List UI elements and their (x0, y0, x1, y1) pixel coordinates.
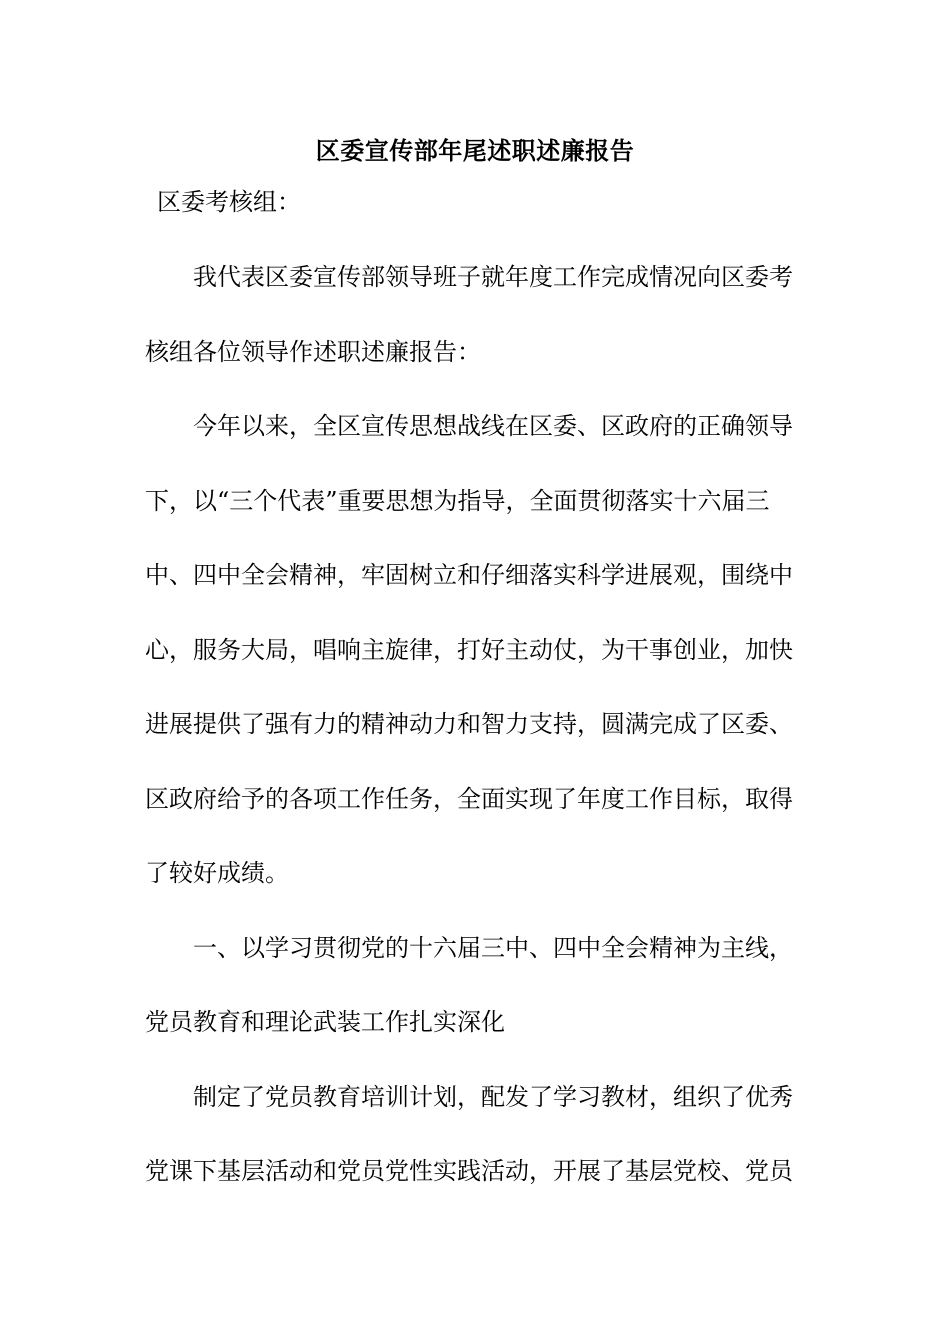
body-line: 进展提供了强有力的精神动力和智力支持，圆满完成了区委、 (145, 710, 793, 738)
body-line: 制定了党员教育培训计划，配发了学习教材，组织了优秀 (193, 1083, 793, 1111)
body-line: 核组各位领导作述职述廉报告： (145, 338, 481, 366)
section-heading-line: 党员教育和理论武装工作扎实深化 (145, 1008, 505, 1036)
body-line: 党课下基层活动和党员党性实践活动，开展了基层党校、党员 (145, 1157, 793, 1185)
body-line: 今年以来，全区宣传思想战线在区委、区政府的正确领导 (193, 412, 793, 440)
salutation: 区委考核组： (157, 188, 301, 216)
document-title: 区委宣传部年尾述职述廉报告 (315, 136, 635, 165)
body-line: 我代表区委宣传部领导班子就年度工作完成情况向区委考 (193, 263, 793, 291)
body-line: 区政府给予的各项工作任务，全面实现了年度工作目标，取得 (145, 785, 793, 813)
section-heading-line: 一、以学习贯彻党的十六届三中、四中全会精神为主线， (193, 934, 793, 962)
body-line: 了较好成绩。 (145, 859, 289, 887)
body-line: 心，服务大局，唱响主旋律，打好主动仗，为干事创业，加快 (145, 636, 793, 664)
body-line: 下，以“三个代表”重要思想为指导，全面贯彻落实十六届三 (145, 487, 770, 515)
body-line: 中、四中全会精神，牢固树立和仔细落实科学进展观，围绕中 (145, 561, 793, 589)
